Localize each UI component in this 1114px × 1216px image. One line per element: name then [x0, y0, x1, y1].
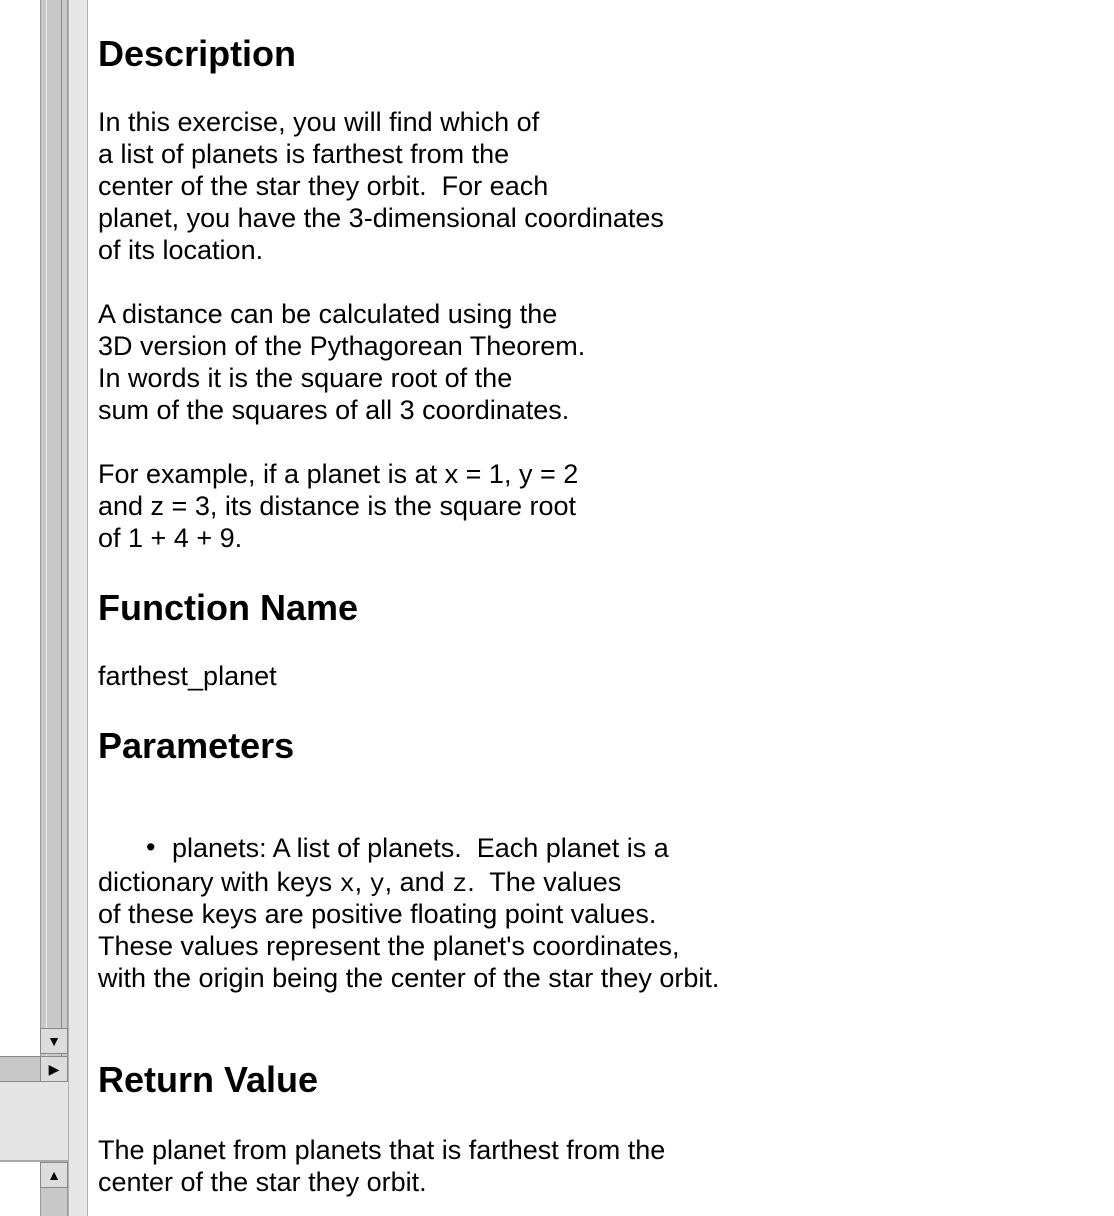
function-name-value: farthest_planet	[98, 661, 277, 691]
parameter-description-start: : A list of planets. Each planet is a	[259, 833, 669, 863]
arrow-right-icon: ▶	[48, 1061, 60, 1077]
pane-splitter[interactable]	[68, 0, 88, 1216]
key-z: z	[452, 870, 468, 899]
key-y: y	[369, 870, 385, 899]
description-paragraph-2: A distance can be calculated using the 3D version of the Pythagorean Theorem. In words it is the square root of the sum of the squares of all 3 coordinates.	[98, 299, 586, 425]
return-value-line-2: center of the star they orbit.	[98, 1167, 427, 1197]
return-value-param-ref: planets	[294, 1135, 382, 1165]
arrow-down-icon: ▼	[47, 1033, 61, 1049]
separator-2: , and	[384, 867, 453, 897]
return-value-heading: Return Value	[98, 1059, 319, 1100]
key-x: x	[339, 870, 355, 899]
lower-vertical-scrollbar-track[interactable]	[40, 1188, 68, 1216]
parameter-line-2-pre: dictionary with keys	[98, 867, 340, 897]
description-paragraph-1: In this exercise, you will find which of a list of planets is farthest from the center of the star they orbit. For each planet, you have the 3-dimensional coordinates of its location.	[98, 107, 664, 265]
parameter-line-2-post: . The values	[467, 867, 622, 897]
parameter-line-1	[172, 832, 669, 864]
scroll-right-button[interactable]	[40, 1056, 68, 1082]
scroll-corner	[0, 1082, 68, 1160]
return-value-line-1	[98, 1134, 665, 1166]
function-name-heading: Function Name	[98, 587, 359, 628]
return-value-pre: The planet from	[98, 1135, 295, 1165]
parameters-heading: Parameters	[98, 725, 295, 766]
vertical-scrollbar-track[interactable]	[40, 0, 68, 1056]
description-heading: Description	[98, 33, 297, 74]
bullet-icon: •	[146, 832, 156, 862]
horizontal-scrollbar-track[interactable]	[0, 1056, 40, 1082]
scroll-down-button[interactable]	[40, 1028, 68, 1054]
separator-1: ,	[354, 867, 370, 897]
parameter-line-2	[98, 866, 621, 901]
arrow-up-icon: ▲	[47, 1167, 61, 1183]
scroll-up-button[interactable]	[40, 1162, 68, 1188]
description-paragraph-3: For example, if a planet is at x = 1, y = 2 and z = 3, its distance is the square root of 1 + 4 + 9.	[98, 459, 579, 553]
parameter-name: planets	[172, 833, 260, 863]
parameter-description-rest: of these keys are positive floating point values. These values represent the planet's coordinates, with the origin being the center of the star they orbit.	[98, 899, 720, 993]
return-value-post: that is farthest from the	[381, 1135, 666, 1165]
